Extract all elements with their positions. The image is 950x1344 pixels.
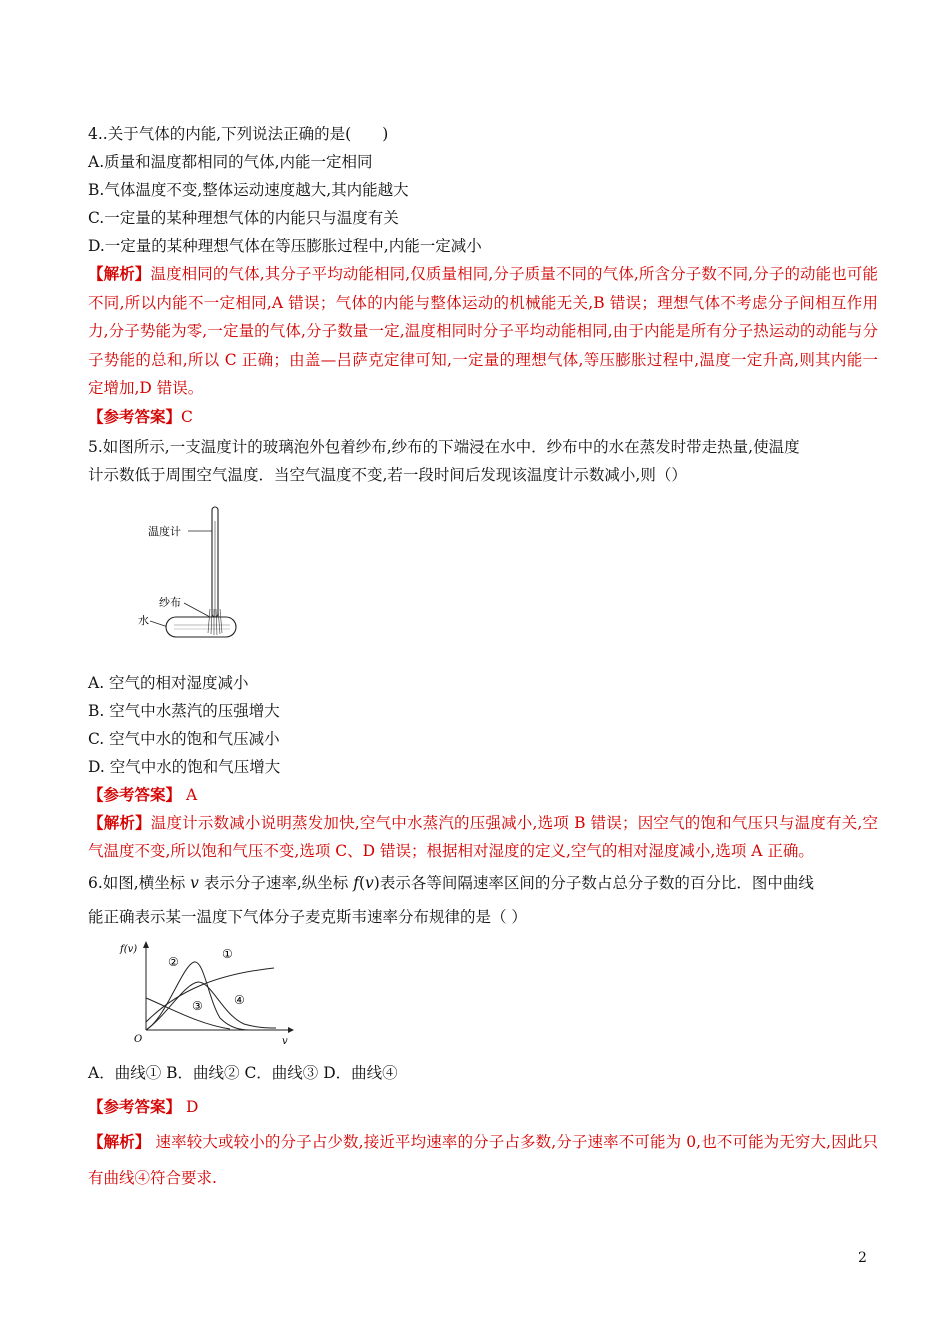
q5-option-b: B. 空气中水蒸汽的压强增大 bbox=[88, 701, 280, 720]
origin-label: O bbox=[134, 1033, 143, 1045]
q4-analysis bbox=[88, 260, 878, 403]
curve-2-label: ② bbox=[168, 954, 179, 969]
q4-option-d: D.一定量的某种理想气体在等压膨胀过程中,内能一定减小 bbox=[88, 237, 482, 255]
y-axis-arrow bbox=[143, 941, 149, 948]
q6-stem-v: v bbox=[190, 873, 199, 892]
q6-answer bbox=[88, 1090, 878, 1124]
q4-analysis-text: 温度相同的气体,其分子平均动能相同,仅质量相同,分子质量不同的气体,所含分子数不同,分子的动能也可能不同,所以内能不一定相同,A 错误；气体的内能与整体运动的机械能无关,B 错误；理想气体不考虑分子间相互作用力,分子势能为零,一定量的气体,分子数量一定,温度相同时分子平均动能相同,由于内能是所有分子热运动的动能与分子势能的总和,所以 C 正确；由盖—吕萨克定律可知,一定量的理想气体,等压膨胀过程中,温度一定升高,则其内能一定增加,D 错误。 bbox=[88, 265, 878, 397]
x-axis-label: v bbox=[282, 1035, 288, 1046]
q5-answer bbox=[88, 781, 878, 809]
q6-stem-f: f bbox=[353, 873, 359, 892]
q4-option-b: B.气体温度不变,整体运动速度越大,其内能越大 bbox=[88, 181, 409, 199]
q5-analysis-text: 温度计示数减小说明蒸发加快,空气中水蒸汽的压强减小,选项 B 错误；因空气的饱和气压只与温度有关,空气温度不变,所以饱和气压不变,选项 C、D 错误；根据相对湿度的定义,空气的相对湿度减小,选项 A 正确。 bbox=[88, 813, 878, 860]
x-axis-arrow bbox=[288, 1027, 294, 1033]
curve-3-label: ③ bbox=[192, 998, 203, 1013]
q6-analysis bbox=[88, 1124, 878, 1196]
curve-4-label: ④ bbox=[234, 992, 245, 1007]
q6-stem-line1 bbox=[88, 866, 878, 900]
q4-answer bbox=[88, 403, 878, 431]
q5-stem-line2: 计示数低于周围空气温度．当空气温度不变,若一段时间后发现该温度计示数减小,则（） bbox=[88, 465, 687, 484]
q5-analysis-label: 【解析】 bbox=[88, 812, 151, 832]
q4-answer-label: 【参考答案】 bbox=[88, 406, 182, 426]
water-dish bbox=[166, 617, 236, 637]
q5-answer-label: 【参考答案】 bbox=[88, 784, 182, 804]
q6-options: A．曲线① B．曲线② C．曲线③ D．曲线④ bbox=[88, 1063, 398, 1082]
speed-distribution-figure bbox=[118, 938, 298, 1046]
q5-option-a: A. 空气的相对湿度减小 bbox=[88, 673, 249, 692]
y-axis-label: f(v) bbox=[120, 943, 138, 955]
q6-stem-d: )表示各等间隔速率区间的分子数占总分子数的百分比．图中曲线 bbox=[373, 873, 814, 892]
q6-analysis-text: 速率较大或较小的分子占少数,接近平均速率的分子占多数,分子速率不可能为 0,也不可能为无穷大,因此只有曲线④符合要求. bbox=[88, 1132, 878, 1187]
label-gauze: 纱布 bbox=[159, 595, 181, 609]
q5-stem-line1: 5.如图所示,一支温度计的玻璃泡外包着纱布,纱布的下端浸在水中．纱布中的水在蒸发时带走热量,使温度 bbox=[88, 437, 800, 456]
q4-analysis-label: 【解析】 bbox=[88, 264, 151, 283]
curve-1-label: ① bbox=[222, 946, 233, 961]
page-number: 2 bbox=[858, 1250, 867, 1266]
label-thermometer: 温度计 bbox=[148, 524, 181, 538]
q6-analysis-label: 【解析】 bbox=[88, 1131, 151, 1151]
q6-stem-b: 表示分子速率,纵坐标 bbox=[198, 873, 354, 892]
q6-stem-line2: 能正确表示某一温度下气体分子麦克斯韦速率分布规律的是（ ） bbox=[88, 907, 527, 926]
q6-stem-a: 6.如图,横坐标 bbox=[88, 873, 191, 892]
q4-stem: 4..关于气体的内能,下列说法正确的是( ) bbox=[88, 125, 389, 143]
q4-option-c: C.一定量的某种理想气体的内能只与温度有关 bbox=[88, 209, 399, 227]
thermometer-figure bbox=[126, 501, 276, 659]
document-page bbox=[88, 120, 878, 1196]
q5-option-d: D. 空气中水的饱和气压增大 bbox=[88, 757, 281, 776]
q6-answer-value: D bbox=[181, 1097, 199, 1116]
q6-stem-v2: v bbox=[365, 873, 374, 892]
q6-stem-c: ( bbox=[358, 873, 366, 892]
q4-answer-value: C bbox=[181, 407, 193, 426]
label-water: 水 bbox=[138, 613, 149, 627]
leader-gauze bbox=[184, 603, 210, 617]
q5-analysis bbox=[88, 809, 878, 866]
leader-water bbox=[150, 621, 168, 627]
q4-option-a: A.质量和温度都相同的气体,内能一定相同 bbox=[88, 153, 373, 171]
q5-answer-value: A bbox=[181, 785, 198, 804]
q5-option-c: C. 空气中水的饱和气压减小 bbox=[88, 729, 280, 748]
q6-answer-label: 【参考答案】 bbox=[88, 1096, 182, 1116]
